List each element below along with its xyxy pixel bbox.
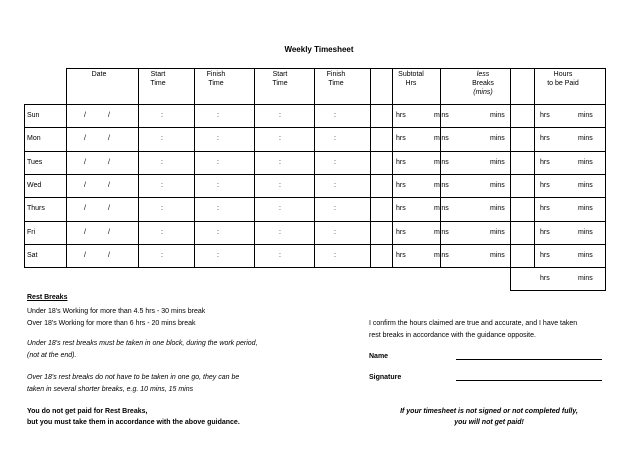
subtotal-hrs-field[interactable]: hrs xyxy=(396,158,406,166)
breaks-mins-field[interactable]: mins xyxy=(490,205,505,213)
column-divider xyxy=(534,68,535,267)
unpaid-breaks-warning-1: You do not get paid for Rest Breaks, xyxy=(27,408,148,415)
paid-hrs-field[interactable]: hrs xyxy=(540,135,550,143)
table-left-border xyxy=(24,104,25,267)
finish-time-field-1[interactable]: : xyxy=(217,112,219,119)
column-divider xyxy=(392,68,393,267)
finish-time-field-2[interactable]: : xyxy=(334,205,336,213)
date-month-field[interactable]: / xyxy=(108,205,110,213)
finish-time-header-1: Finish Time xyxy=(206,71,226,87)
page-title: Weekly Timesheet xyxy=(284,45,354,54)
date-day-field[interactable]: / xyxy=(84,228,86,236)
breaks-mins-field[interactable]: mins xyxy=(490,135,505,143)
date-day-field[interactable]: / xyxy=(84,158,86,166)
paid-mins-field[interactable]: mins xyxy=(578,205,593,213)
unpaid-breaks-warning-2: but you must take them in accordance with the above guidance. xyxy=(27,419,240,426)
table-top-border xyxy=(66,68,606,69)
total-mins-field[interactable]: mins xyxy=(578,275,593,283)
date-day-field[interactable]: / xyxy=(84,112,86,119)
subtotal-mins-field[interactable]: mins xyxy=(434,112,449,119)
over-18-note-line-1: Over 18's rest breaks do not have to be taken in one go, they can be xyxy=(27,374,240,381)
date-month-field[interactable]: / xyxy=(108,135,110,143)
paid-mins-field[interactable]: mins xyxy=(578,181,593,189)
day-label: Tues xyxy=(27,158,43,166)
subtotal-hrs-field[interactable]: hrs xyxy=(396,135,406,143)
start-time-field-1[interactable]: : xyxy=(161,251,163,259)
subtotal-hrs-field[interactable]: hrs xyxy=(396,181,406,189)
date-month-field[interactable]: / xyxy=(108,158,110,166)
row-divider xyxy=(24,221,606,222)
day-label: Sun xyxy=(27,112,40,119)
name-label: Name xyxy=(369,353,389,360)
date-day-field[interactable]: / xyxy=(84,205,86,213)
confirmation-text-line-1: I confirm the hours claimed are true and accurate, and I have taken xyxy=(369,320,578,327)
subtotal-hrs-field[interactable]: hrs xyxy=(396,205,406,213)
column-divider xyxy=(254,68,255,267)
rest-break-rule-over-18: Over 18's Working for more than 6 hrs - 20 mins break xyxy=(27,320,196,327)
date-day-field[interactable]: / xyxy=(84,251,86,259)
total-row-right-border xyxy=(605,267,606,290)
row-divider xyxy=(24,104,606,105)
column-divider xyxy=(510,68,511,267)
finish-time-field-1[interactable]: : xyxy=(217,158,219,166)
column-divider xyxy=(194,68,195,267)
start-time-field-2[interactable]: : xyxy=(279,205,281,213)
breaks-mins-field[interactable]: mins xyxy=(490,181,505,189)
paid-hrs-field[interactable]: hrs xyxy=(540,112,550,119)
finish-time-field-2[interactable]: : xyxy=(334,181,336,189)
paid-hrs-field[interactable]: hrs xyxy=(540,205,550,213)
day-label: Wed xyxy=(27,181,42,189)
finish-time-field-1[interactable]: : xyxy=(217,181,219,189)
column-divider xyxy=(66,68,67,267)
paid-hrs-field[interactable]: hrs xyxy=(540,228,550,236)
subtotal-mins-field[interactable]: mins xyxy=(434,158,449,166)
breaks-mins-field[interactable]: mins xyxy=(490,158,505,166)
paid-mins-field[interactable]: mins xyxy=(578,251,593,259)
finish-time-field-1[interactable]: : xyxy=(217,205,219,213)
start-time-field-1[interactable]: : xyxy=(161,158,163,166)
date-month-field[interactable]: / xyxy=(108,112,110,119)
rest-breaks-heading: Rest Breaks xyxy=(27,294,68,301)
row-divider xyxy=(24,244,606,245)
rest-break-rule-under-18: Under 18's Working for more than 4.5 hrs - 30 mins break xyxy=(27,308,206,315)
finish-time-field-2[interactable]: : xyxy=(334,135,336,143)
subtotal-header: Subtotal Hrs xyxy=(398,71,424,87)
day-label: Mon xyxy=(27,135,41,143)
start-time-field-2[interactable]: : xyxy=(279,158,281,166)
breaks-mins-field[interactable]: mins xyxy=(490,228,505,236)
subtotal-hrs-field[interactable]: hrs xyxy=(396,112,406,119)
start-time-field-2[interactable]: : xyxy=(279,135,281,143)
date-day-field[interactable]: / xyxy=(84,135,86,143)
breaks-mins-field[interactable]: mins xyxy=(490,112,505,119)
date-month-field[interactable]: / xyxy=(108,181,110,189)
start-time-field-1[interactable]: : xyxy=(161,205,163,213)
name-field[interactable] xyxy=(456,359,602,360)
date-day-field[interactable]: / xyxy=(84,181,86,189)
row-divider xyxy=(24,197,606,198)
signature-label: Signature xyxy=(369,374,402,381)
finish-time-field-2[interactable]: : xyxy=(334,251,336,259)
column-divider xyxy=(138,68,139,267)
finish-time-field-1[interactable]: : xyxy=(217,228,219,236)
date-header: Date xyxy=(91,71,107,78)
day-label: Thurs xyxy=(27,205,45,213)
start-time-field-2[interactable]: : xyxy=(279,228,281,236)
paid-hrs-field[interactable]: hrs xyxy=(540,158,550,166)
start-time-field-1[interactable]: : xyxy=(161,135,163,143)
start-time-header-2: Start Time xyxy=(272,71,288,87)
start-time-field-2[interactable]: : xyxy=(279,181,281,189)
row-divider xyxy=(24,127,606,128)
under-18-note-line-2: (not at the end). xyxy=(27,352,77,359)
total-hrs-field[interactable]: hrs xyxy=(540,275,550,283)
day-label: Fri xyxy=(27,228,36,236)
total-row-bottom-border xyxy=(510,290,606,291)
paid-hrs-field[interactable]: hrs xyxy=(540,181,550,189)
column-divider xyxy=(314,68,315,267)
start-time-field-2[interactable]: : xyxy=(279,112,281,119)
finish-time-field-1[interactable]: : xyxy=(217,251,219,259)
timesheet-table xyxy=(24,68,606,283)
unsigned-warning-1: If your timesheet is not signed or not completed fully, xyxy=(400,408,578,415)
row-divider xyxy=(24,151,606,152)
subtotal-hrs-field[interactable]: hrs xyxy=(396,251,406,259)
under-18-note-line-1: Under 18's rest breaks must be taken in one block, during the work period, xyxy=(27,340,258,347)
paid-mins-field[interactable]: mins xyxy=(578,228,593,236)
column-divider xyxy=(370,68,371,267)
breaks-header: less Breaks (mins) xyxy=(472,71,494,96)
breaks-mins-field[interactable]: mins xyxy=(490,251,505,259)
day-label: Sat xyxy=(27,251,38,259)
subtotal-mins-field[interactable]: mins xyxy=(434,228,449,236)
paid-hrs-field[interactable]: hrs xyxy=(540,251,550,259)
row-divider xyxy=(24,174,606,175)
paid-mins-field[interactable]: mins xyxy=(578,112,593,119)
total-row-left-border xyxy=(510,267,511,290)
date-month-field[interactable]: / xyxy=(108,228,110,236)
confirmation-text-line-2: rest breaks in accordance with the guidance opposite. xyxy=(369,332,536,339)
finish-time-field-2[interactable]: : xyxy=(334,158,336,166)
subtotal-mins-field[interactable]: mins xyxy=(434,205,449,213)
start-time-field-1[interactable]: : xyxy=(161,181,163,189)
subtotal-mins-field[interactable]: mins xyxy=(434,135,449,143)
column-divider xyxy=(605,68,606,267)
finish-time-field-2[interactable]: : xyxy=(334,228,336,236)
finish-time-header-2: Finish Time xyxy=(326,71,346,87)
subtotal-mins-field[interactable]: mins xyxy=(434,251,449,259)
start-time-field-1[interactable]: : xyxy=(161,112,163,119)
paid-mins-field[interactable]: mins xyxy=(578,158,593,166)
date-month-field[interactable]: / xyxy=(108,251,110,259)
finish-time-field-1[interactable]: : xyxy=(217,135,219,143)
paid-mins-field[interactable]: mins xyxy=(578,135,593,143)
start-time-header-1: Start Time xyxy=(150,71,166,87)
signature-field[interactable] xyxy=(456,380,602,381)
finish-time-field-2[interactable]: : xyxy=(334,112,336,119)
subtotal-hrs-field[interactable]: hrs xyxy=(396,228,406,236)
start-time-field-2[interactable]: : xyxy=(279,251,281,259)
over-18-note-line-2: taken in several shorter breaks, e.g. 10 mins, 15 mins xyxy=(27,386,194,393)
unsigned-warning-2: you will not get paid! xyxy=(454,419,524,426)
hours-paid-header: Hours to be Paid xyxy=(547,71,579,87)
start-time-field-1[interactable]: : xyxy=(161,228,163,236)
subtotal-mins-field[interactable]: mins xyxy=(434,181,449,189)
row-divider xyxy=(24,267,606,268)
column-divider xyxy=(440,68,441,267)
